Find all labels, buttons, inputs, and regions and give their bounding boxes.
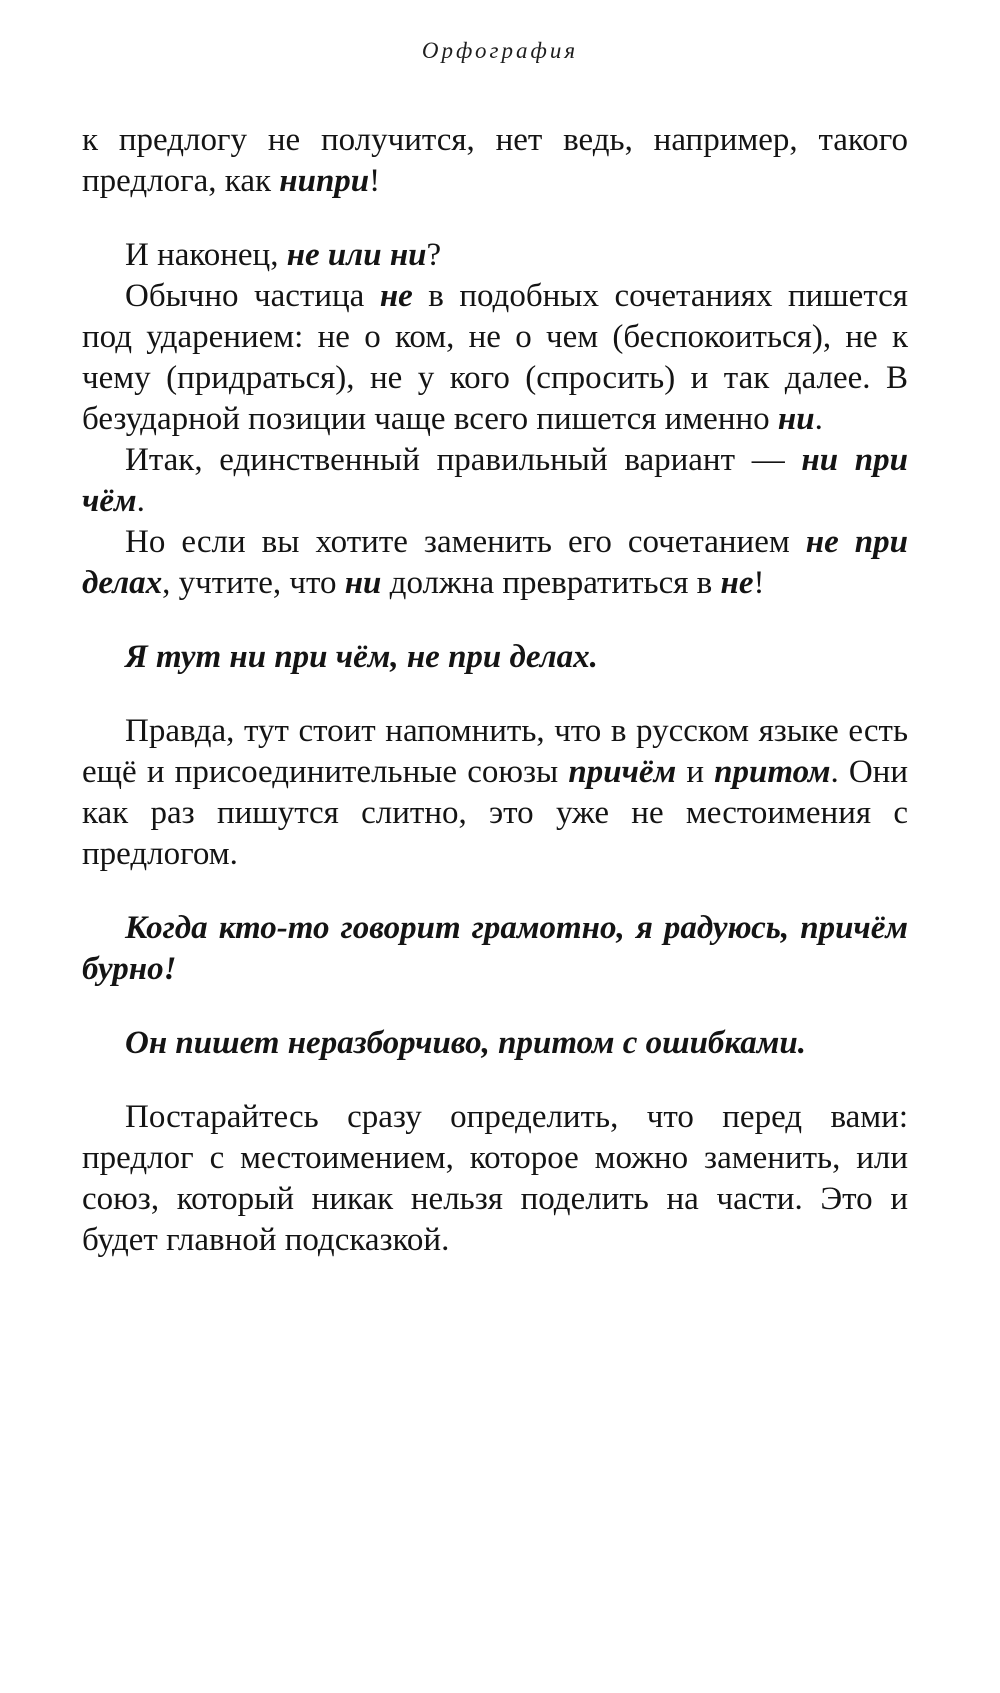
emphasis: нипри	[279, 163, 370, 199]
text-span: Правда, тут стоит напомнить, что в русском языке есть ещё и присоединительные союзы	[82, 713, 908, 790]
text-span: Обычно частица	[125, 278, 380, 314]
emphasis: не	[720, 565, 754, 601]
paragraph-1	[82, 120, 908, 202]
text-span: и	[676, 754, 715, 790]
text-span: Но если вы хотите заменить его сочетанием	[125, 524, 806, 560]
running-head: Орфография	[421, 38, 579, 63]
emphasis: причём	[568, 754, 677, 790]
text-span: . Они как раз пишутся слитно, это уже не местоимения с предлогом.	[82, 754, 909, 872]
text-span: должна превратиться в	[381, 565, 721, 601]
emphasis: притом	[714, 754, 831, 790]
text-span: ?	[426, 237, 442, 273]
emphasis: ни при чём	[82, 442, 909, 519]
text-span: .	[136, 483, 145, 519]
text-span: !	[753, 565, 765, 601]
emphasis: не	[379, 278, 413, 314]
text-span: !	[369, 163, 381, 199]
emphasis: не при делах	[82, 524, 908, 601]
text-span: .	[814, 401, 823, 437]
paragraph-6	[82, 711, 908, 875]
text-span: И наконец,	[125, 237, 287, 273]
example-1: Я тут ни при чём, не при делах.	[125, 639, 598, 675]
example-3: Он пишет неразборчиво, притом с ошибками.	[125, 1025, 807, 1061]
paragraph-7: Постарайтесь сразу определить, что перед вами: предлог с местоимением, которое можно заменить, или союз, который никак нельзя поделить на части. Это и будет главной подсказкой.	[82, 1099, 908, 1258]
text-span: к предлогу не получится, нет ведь, например, такого предлога, как	[82, 122, 908, 199]
page-body	[82, 120, 908, 1261]
emphasis: ни	[777, 401, 815, 437]
text-span: в подобных сочетаниях пишется под ударением: не о ком, не о чем (беспокоиться), не к чему (придраться), не у кого (спросить) и так далее. В безударной позиции чаще всего пишется именно	[82, 278, 908, 437]
emphasis: не или ни	[286, 237, 427, 273]
paragraph-4	[82, 440, 908, 522]
example-2: Когда кто-то говорит грамотно, я радуюсь, причём бурно!	[82, 910, 908, 987]
paragraph-2	[82, 235, 908, 276]
paragraph-3	[82, 276, 908, 440]
text-span: Итак, единственный правильный вариант —	[125, 442, 802, 478]
emphasis: ни	[344, 565, 382, 601]
text-span: , учтите, что	[162, 565, 345, 601]
paragraph-5	[82, 522, 908, 604]
